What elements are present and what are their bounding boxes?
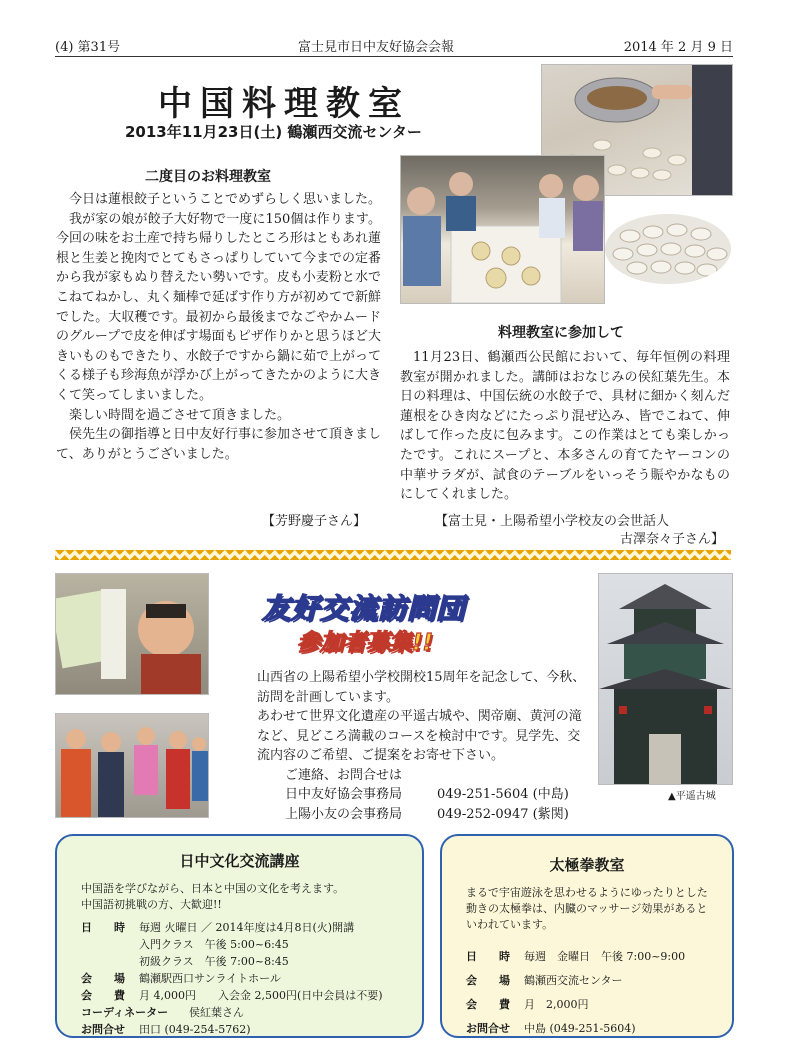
taichi-row-value: 中島 (049-251-5604) <box>524 1022 636 1035</box>
visit-line: あわせて世界文化遺産の平遥古城や、関帝廟、黄河の滝 <box>257 709 582 724</box>
article2-heading: 料理教室に参加して <box>498 325 624 341</box>
lecture-row-value: 鶴瀬駅西口サンライトホール <box>139 972 281 985</box>
lecture-box <box>55 834 424 1038</box>
article2-signature-line2: 古澤奈々子さん】 <box>620 532 725 547</box>
taichi-row-value: 毎週 金曜日 午後 7:00~9:00 <box>524 950 686 963</box>
taichi-row-value: 月 2,000円 <box>524 998 589 1011</box>
lecture-row <box>81 1004 422 1021</box>
lecture-row-value: 月 4,000円 入会金 2,500円(日中会員は不要) <box>139 989 383 1002</box>
lecture-row <box>81 953 422 970</box>
taichi-row <box>466 969 732 993</box>
lecture-row <box>81 936 422 953</box>
lecture-row-value: 田口 (049-254-5762) <box>139 1023 251 1036</box>
article1-signature: 【芳野慶子さん】 <box>261 514 366 529</box>
visit-description <box>257 668 597 824</box>
taichi-details <box>466 945 732 1041</box>
page-header <box>55 34 733 57</box>
children-group-photo <box>55 713 209 818</box>
visit-line: など、見どころ満載のコースを検討中です。見学先、交 <box>257 728 581 744</box>
contact-org: 上陽小友の会事務局 <box>285 806 403 822</box>
lecture-row-key: コーディネーター <box>81 1006 169 1019</box>
taichi-row-key: 会 費 <box>466 998 510 1011</box>
lecture-intro-line: 中国語を学びながら、日本と中国の文化を考えます。 <box>81 882 345 895</box>
taichi-intro-line: いわれています。 <box>466 918 554 931</box>
lecture-row-key: 会 場 <box>81 972 125 985</box>
pingyao-tower-photo <box>598 573 733 785</box>
pingyao-caption: ▲平遥古城 <box>668 791 716 802</box>
zigzag-divider <box>55 550 731 560</box>
contact-tel: 049-251-5604 (中島) <box>437 787 569 802</box>
lecture-row-value: 初級クラス 午後 7:00~8:45 <box>139 955 289 968</box>
cooking-title: 中国料理教室 <box>158 84 410 124</box>
contact-intro: ご連絡、お問合せは <box>285 767 403 783</box>
lecture-row <box>81 970 422 987</box>
lecture-title: 日中文化交流講座 <box>179 852 300 870</box>
article1-paragraph: 楽しい時間を過ごさせて頂きました。 <box>69 407 291 423</box>
contact-row <box>257 785 597 805</box>
taichi-title: 太極拳教室 <box>549 856 625 874</box>
visit-banner-title: 友好交流訪問団 <box>262 592 466 625</box>
contact-tel: 049-252-0947 (紫関) <box>437 806 569 822</box>
contact-row <box>257 805 597 825</box>
article2-signature-line1: 【富士見・上陽希望小学校友の会世話人 <box>435 514 670 529</box>
taichi-box <box>440 834 734 1038</box>
lecture-intro-line: 中国語初挑戦の方、大歓迎!! <box>81 898 222 911</box>
visit-banner-subtitle: 参加者募集!! <box>297 630 433 656</box>
group-cooking-photo <box>400 155 605 304</box>
article2-body <box>400 348 730 505</box>
cooking-subtitle: 2013年11月23日(土) 鶴瀬西交流センター <box>125 123 422 141</box>
lecture-intro <box>81 881 422 913</box>
issue-number: (4) 第31号 <box>55 40 121 55</box>
article1-paragraph: 我が家の娘が餃子大好物で一度に150個は作ります。今回の味をお土産で持ち帰りしたところ形はともあれ蓮根と生姜と挽肉でとてもさっぱりしていて今までの定番から我が家もぬり替えたい勢いです。皮も小麦粉と水でこねてねかし、丸く麺棒で延ばす作り方が初めてで新鮮でした。大収穫です。最初から最後までなごやかムードのグループで皮を伸ばす場面もピザ作りかと思うほど大きいものもできたり、水餃子ですから鍋に茹で上がってくる様子も珍海魚が浮かび上がってきたかのように大きくて笑ってしまいました。 <box>56 211 382 403</box>
newsletter-title: 富士見市日中友好協会会報 <box>298 40 455 55</box>
visit-line: 山西省の上陽希望小学校開校15周年を記念して、今秋、 <box>257 670 586 685</box>
taichi-row-value: 鶴瀬西交流センター <box>524 974 623 987</box>
lecture-row-key: 日 時 <box>81 921 125 934</box>
taichi-row-key: お問合せ <box>466 1022 510 1035</box>
taichi-row <box>466 945 732 969</box>
taichi-intro-line: まるで宇宙遊泳を思わせるようにゆったりとした <box>466 886 708 899</box>
taichi-intro-line: 動きの太極拳は、内臓のマッサージ効果があると <box>466 902 708 915</box>
taichi-row <box>466 1017 732 1041</box>
lecture-row-value: 入門クラス 午後 5:00~6:45 <box>139 938 289 951</box>
visit-line: 訪問を計画しています。 <box>257 689 399 705</box>
taichi-row-key: 会 場 <box>466 974 510 987</box>
article1-body <box>56 190 381 464</box>
lecture-row <box>81 919 422 936</box>
taichi-row <box>466 993 732 1017</box>
child-reading-photo <box>55 573 209 695</box>
article1-heading: 二度目のお料理教室 <box>145 169 271 185</box>
taichi-row-key: 日 時 <box>466 950 510 963</box>
article2-paragraph: 11月23日、鶴瀬西公民館において、毎年恒例の料理教室が開かれました。講師はおなじみの侯紅葉先生。本日の料理は、中国伝統の水餃子で、具材に細かく刻んだ蓮根をひき肉などにたっぷり混ぜ込み、皆でこねて、伸ばして作った皮に包みます。この作業はとても楽しかったです。これにスープと、本多さんの育てたヤーコンの中華サラダが、試食のテーブルをいっそう賑やかなものにしてくれました。 <box>400 350 730 503</box>
dumplings-plate-photo <box>605 214 731 284</box>
visit-line: 流内容のご希望、ご提案をお寄せ下さい。 <box>257 748 505 763</box>
contact-org: 日中友好協会事務局 <box>285 787 403 802</box>
issue-date: 2014 年 2 月 9 日 <box>623 40 733 55</box>
lecture-row-value: 侯紅葉さん <box>189 1006 244 1019</box>
lecture-row <box>81 1021 422 1038</box>
taichi-intro <box>466 885 732 933</box>
lecture-row-key: お問合せ <box>81 1023 125 1036</box>
lecture-details <box>81 919 422 1038</box>
lecture-row <box>81 987 422 1004</box>
article1-paragraph: 今日は蓮根餃子ということでめずらしく思いました。 <box>69 192 382 207</box>
lecture-row-value: 毎週 火曜日 ／ 2014年度は4月8日(火)開講 <box>139 921 355 934</box>
article1-paragraph: 侯先生の御指導と日中友好行事に参加させて頂きまして、ありがとうございました。 <box>56 427 382 462</box>
lecture-row-key: 会 費 <box>81 989 125 1002</box>
